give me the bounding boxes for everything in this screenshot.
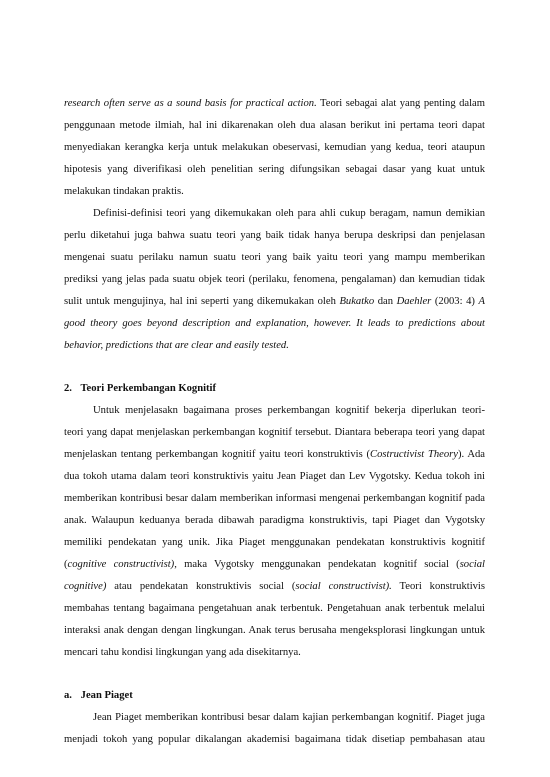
text-run: (2003: 4) xyxy=(431,296,479,307)
text-line xyxy=(64,426,485,440)
text-run: melakukan tindakan praktis. xyxy=(64,186,184,197)
text-line xyxy=(64,251,485,265)
italic-text-run: cognitive constructivist) xyxy=(67,559,175,570)
text-run: memberikan kontribusi besar dalam memberikan informasi mengenai perkembangan kognitif pada xyxy=(64,493,485,504)
text-line xyxy=(93,404,485,418)
text-run: ). Ada xyxy=(457,449,485,460)
italic-text-run: Costructivist Theory xyxy=(370,449,458,460)
text-line xyxy=(64,317,485,331)
text-run: atau pendekatan konstruktivis social ( xyxy=(106,581,296,592)
text-run: membahas tentang bagaimana pengetahuan anak terbentuk. Pengetahuan anak terbentuk melalui xyxy=(64,603,485,614)
text-run: menjadi tokoh yang popular dikalangan akademisi bagaimana tidak disetiap pembahasan atau xyxy=(64,734,485,745)
text-run: memiliki pendekatan yang unik. Jika Piaget menggunakan pendekatan konstruktivis kognitif xyxy=(64,537,485,548)
text-run: mengenai suatu perilaku namun suatu teori yang baik yaitu teori yang mampu memberikan xyxy=(64,252,485,263)
text-line xyxy=(64,141,485,155)
text-line xyxy=(93,711,485,725)
text-run: , maka Vygotsky menggunakan pendekatan kognitif social ( xyxy=(174,559,460,570)
italic-text-run: Bukatko xyxy=(339,296,375,307)
text-line xyxy=(64,273,485,287)
text-line xyxy=(64,470,485,484)
text-line xyxy=(93,207,485,221)
section-heading-cognitive-theory xyxy=(64,382,216,396)
text-run: dua tokoh utama dalam teori konstruktivis yaitu Jean Piaget dan Lev Vygotsky. Kedua tokoh ini xyxy=(64,471,485,482)
text-line xyxy=(64,733,485,747)
text-run: ( xyxy=(64,559,68,570)
text-line xyxy=(64,492,485,506)
text-line xyxy=(64,646,485,660)
italic-text-run: research often serve as a sound basis for practical action. xyxy=(64,98,317,109)
italic-text-run: social xyxy=(459,559,485,570)
text-run: Teori konstruktivis xyxy=(391,581,485,592)
section-title: Jean Piaget xyxy=(80,690,133,701)
section-number: 2. xyxy=(64,383,72,394)
text-line xyxy=(64,97,485,111)
text-run: Definisi-definisi teori yang dikemukakan oleh para ahli cukup beragam, namun demikian xyxy=(93,208,485,219)
text-line xyxy=(64,185,485,199)
text-run: penggunaan metode ilmiah, hal ini dikarenakan oleh dua alasan berikut ini pertama teori dapat xyxy=(64,120,485,131)
text-run: mencari tahu kondisi lingkungan yang ada disekitarnya. xyxy=(64,647,301,658)
italic-text-run: cognitive) xyxy=(64,581,107,592)
text-run: sulit untuk mengujinya, hal ini seperti yang dikemukakan oleh xyxy=(64,296,340,307)
text-line xyxy=(64,514,485,528)
text-line xyxy=(64,558,485,572)
italic-text-run: social constructivist). xyxy=(295,581,392,592)
section-number: a. xyxy=(64,690,72,701)
italic-text-run: good theory goes beyond description and explanation, however. It leads to predictions about xyxy=(64,318,485,329)
text-line xyxy=(64,229,485,243)
section-heading-jean-piaget xyxy=(64,689,133,703)
text-run: dan xyxy=(374,296,397,307)
text-run: teori yang dapat menjelaskan perkembangan kognitif tersebut. Diantara beberapa teori yang dapat xyxy=(64,427,485,438)
section-title: Teori Perkembangan Kognitif xyxy=(80,383,217,394)
italic-text-run: behavior, predictions that are clear and easily tested. xyxy=(64,340,289,351)
text-run: menyediakan kerangka kerja untuk melakukan obeservasi, kemudian yang kedua, teori ataupun xyxy=(64,142,485,153)
text-run: perlu diketahui juga bahwa suatu teori yang baik tidak hanya berupa deskripsi dan penjelasan xyxy=(64,230,485,241)
italic-text-run: A xyxy=(478,296,485,307)
italic-text-run: Daehler xyxy=(396,296,432,307)
text-line xyxy=(64,295,485,309)
text-run: Jean Piaget memberikan kontribusi besar dalam kajian perkembangan kognitif. Piaget juga xyxy=(93,712,485,723)
text-line xyxy=(64,163,485,177)
text-run: Teori sebagai alat yang penting dalam xyxy=(316,98,485,109)
text-line xyxy=(64,624,485,638)
text-run: anak. Walaupun keduanya berada dibawah paradigma konstruktivis, tapi Piaget dan Vygotsky xyxy=(64,515,485,526)
text-line xyxy=(64,536,485,550)
text-run: Untuk menjelasakn bagaimana proses perkembangan kognitif bekerja diperlukan teori- xyxy=(93,405,485,416)
text-line xyxy=(64,602,485,616)
text-run: menjelaskan tentang perkembangan kognitif yaitu teori konstruktivis ( xyxy=(64,449,371,460)
text-run: interaksi anak dengan dengan lingkungan. Anak terus berusaha mengeksplorasi lingkungan untuk xyxy=(64,625,485,636)
text-run: prediksi yang jelas pada suatu objek teori (perilaku, fenomena, pengalaman) dan kemudian tidak xyxy=(64,274,485,285)
text-line xyxy=(64,580,485,594)
text-line xyxy=(64,339,485,353)
text-run: hipotesis yang diverifikasi oleh penelitian sering difungsikan sebagai dasar yang kuat untuk xyxy=(64,164,485,175)
text-line xyxy=(64,448,485,462)
text-line xyxy=(64,119,485,133)
